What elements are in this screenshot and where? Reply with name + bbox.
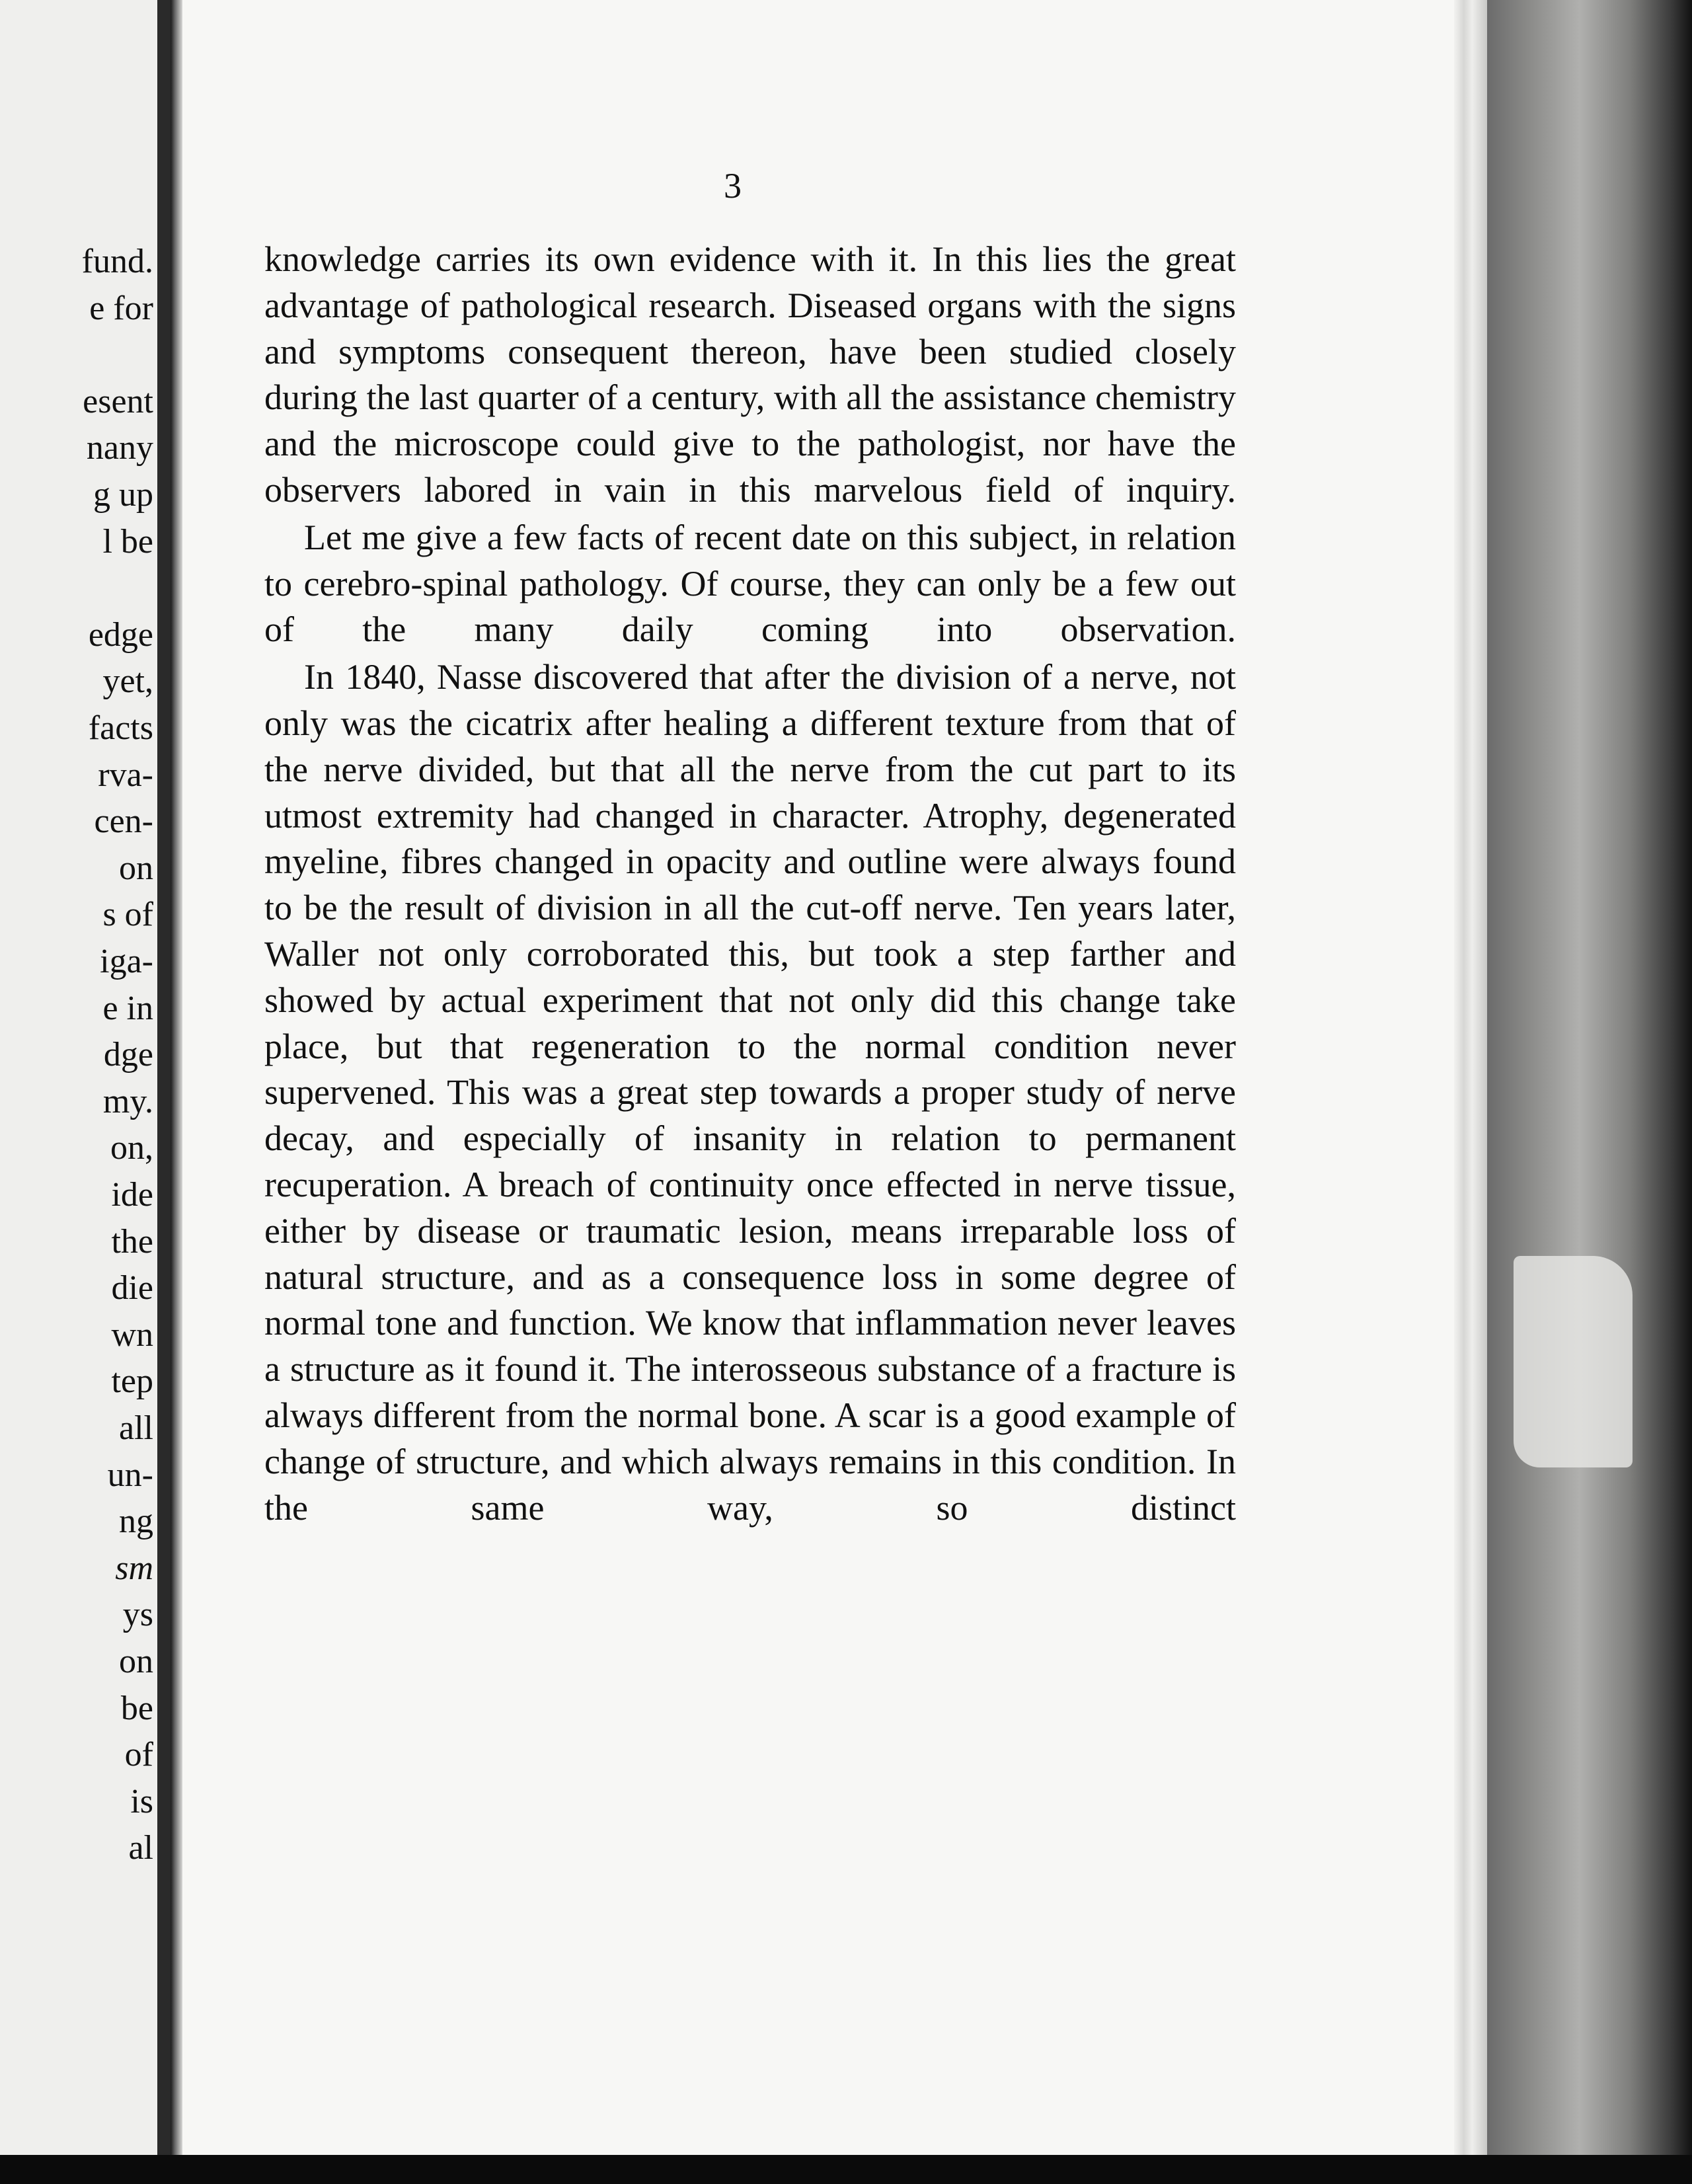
left-page-line: ng bbox=[119, 1502, 153, 1541]
left-page-line: cen- bbox=[94, 802, 153, 841]
left-page-line: die bbox=[111, 1269, 153, 1307]
left-page-line: wn bbox=[111, 1315, 153, 1354]
left-page-line: the bbox=[111, 1222, 153, 1261]
page-edge bbox=[1454, 0, 1487, 2184]
left-page-line: al bbox=[128, 1829, 153, 1867]
page-text bbox=[264, 237, 1236, 1531]
left-page-line: my. bbox=[102, 1082, 153, 1120]
left-page-line: tep bbox=[111, 1362, 153, 1401]
left-page-line: e in bbox=[102, 989, 153, 1027]
left-page-line: rva- bbox=[98, 756, 153, 794]
left-page-line: all bbox=[119, 1409, 153, 1447]
left-page-line: fund. bbox=[81, 243, 153, 280]
left-page-fragment bbox=[0, 0, 157, 2184]
paragraph-3: In 1840, Nasse discovered that after the division of a nerve, not only was the cicatrix after healing a different texture from that of the nerve divided, but that all the nerve from the cut part to its utmost extremity had changed in character. Atrophy, degenerated myeline, fibres changed in opacity and outline were always found to be the result of division in all the cut-off nerve. Ten years later, Waller not only corroborated this, but took a step farther and showed by actual experiment that not only did this change take place, but that regeneration to the normal condition never supervened. This was a great step towards a proper study of nerve decay, and especially of insanity in relation to permanent recuperation. A breach of continuity once effected in nerve tissue, either by disease or traumatic lesion, means irreparable loss of natural structure, and as a consequence loss in some degree of normal tone and function. We know that inflammation never leaves a structure as it found it. The interosseous substance of a fracture is always different from the normal bone. A scar is a good example of change of structure, and which always remains in this condition. In the same way, so distinct bbox=[264, 657, 1236, 1528]
left-page-line: g up bbox=[93, 476, 153, 514]
left-page-line: on, bbox=[110, 1129, 153, 1167]
left-page-line: facts bbox=[88, 709, 153, 747]
left-page-line: ide bbox=[111, 1176, 153, 1214]
left-page-line: be bbox=[120, 1689, 153, 1727]
left-page-line: ys bbox=[122, 1596, 153, 1634]
left-page-line: esent bbox=[83, 382, 153, 420]
left-page-line: l be bbox=[102, 522, 153, 561]
left-page-line: on bbox=[119, 849, 153, 887]
left-gutter bbox=[157, 0, 171, 2184]
book-cover-board bbox=[1487, 0, 1692, 2184]
left-page-line: is bbox=[130, 1782, 153, 1820]
left-page-line: nany bbox=[86, 429, 153, 467]
left-page-line: on bbox=[119, 1643, 153, 1680]
scan-bottom-edge bbox=[0, 2155, 1692, 2184]
left-page-line: dge bbox=[103, 1036, 153, 1074]
left-page-line: edge bbox=[88, 615, 153, 654]
left-page-line: iga- bbox=[100, 943, 153, 980]
paragraph-1: knowledge carries its own evidence with it. In this lies the great advantage of pathological research. Diseased organs with the signs and symptoms consequent thereon, have been studied closely during the last quarter of a century, with all the assistance chemistry and the microscope could give to the pathologist, nor have the observers labored in vain in this marvelous field of inquiry. bbox=[264, 239, 1236, 510]
left-page-line: s of bbox=[102, 896, 153, 934]
left-page-line: yet, bbox=[102, 662, 153, 701]
book-spine bbox=[171, 0, 182, 2184]
cover-wear-mark bbox=[1514, 1256, 1633, 1467]
left-page-line: sm bbox=[115, 1549, 153, 1587]
paragraph-2: Let me give a few facts of recent date on this subject, in relation to cerebro-spinal pathology. Of course, they can only be a few out of the many daily coming into observation. bbox=[264, 517, 1236, 650]
page-number: 3 bbox=[724, 166, 742, 206]
left-page-line: e for bbox=[89, 289, 153, 327]
left-page-line: un- bbox=[107, 1456, 153, 1494]
left-page-line: of bbox=[124, 1736, 153, 1774]
